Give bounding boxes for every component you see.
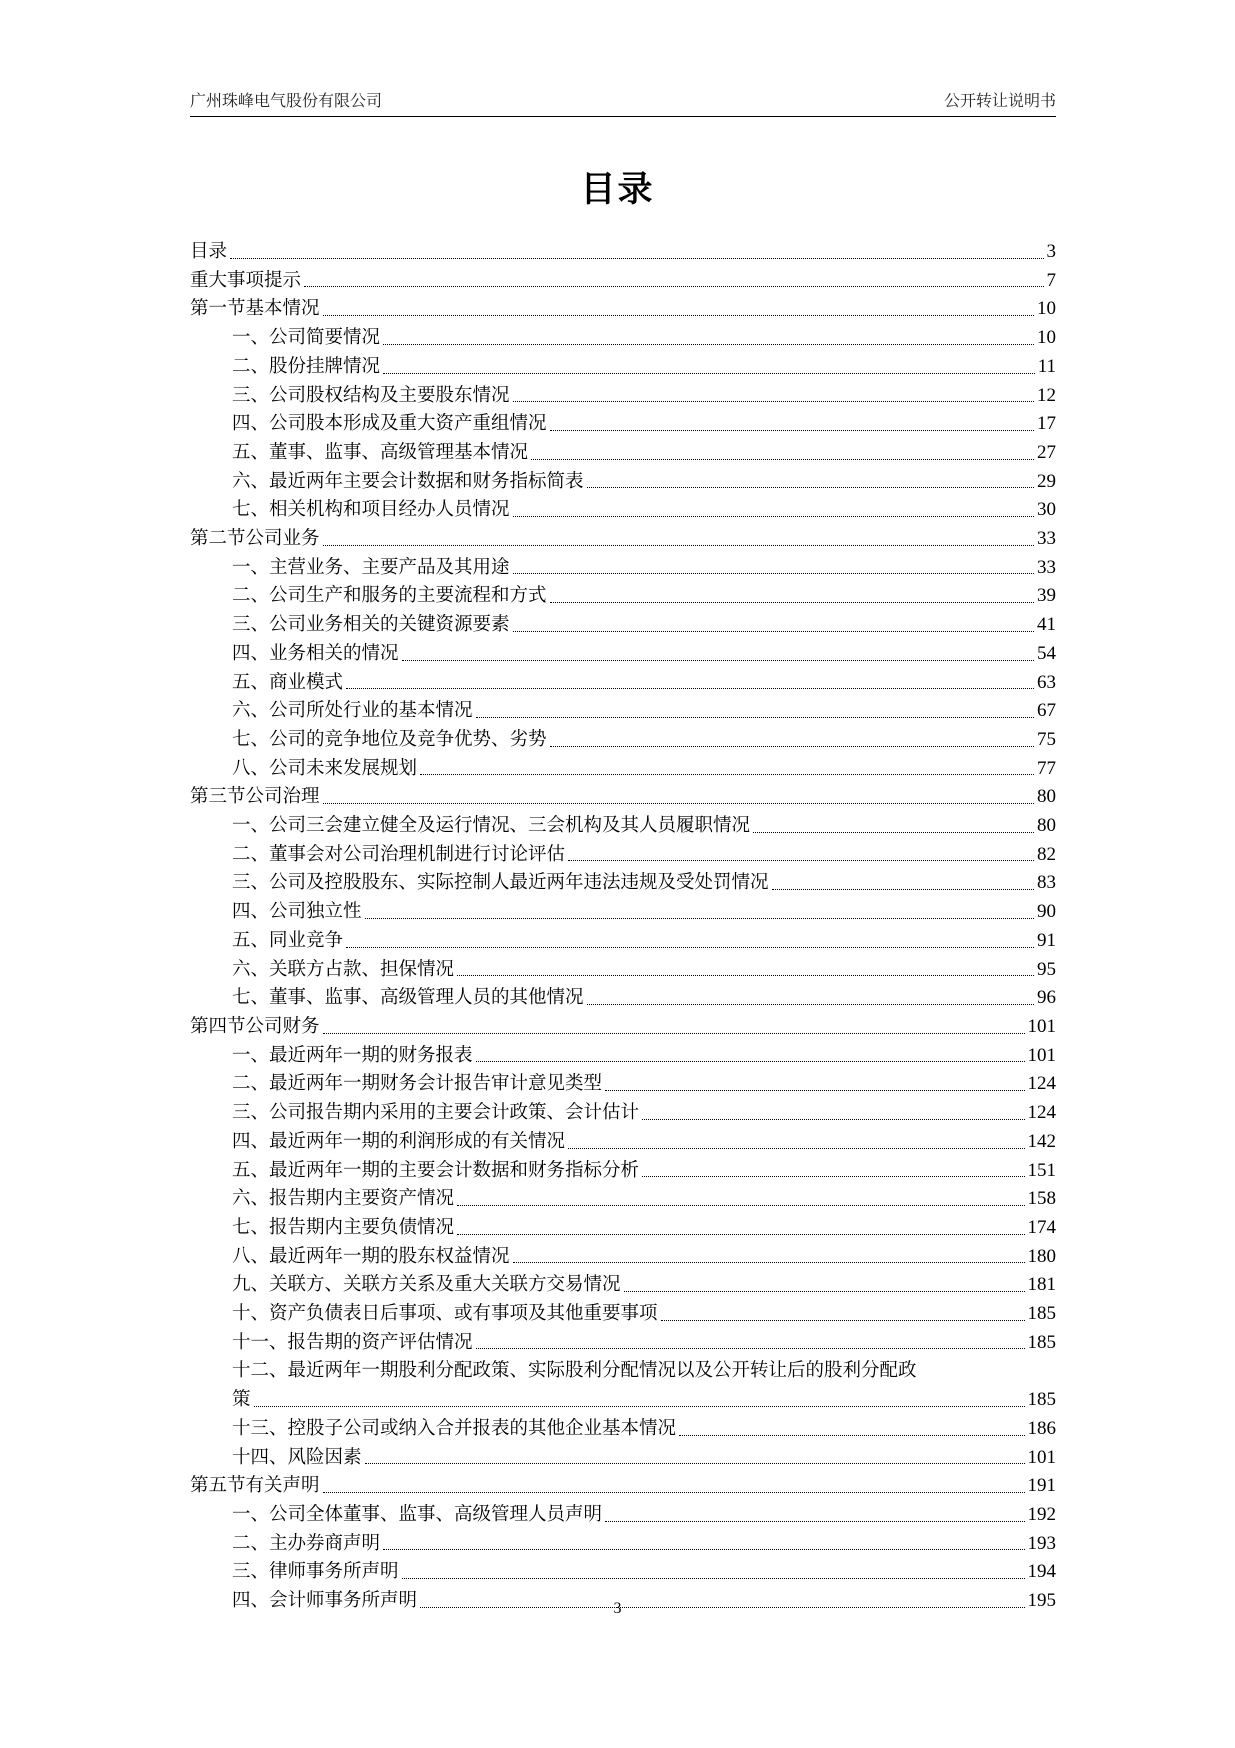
toc-subsection-entry[interactable] — [190, 439, 1056, 468]
toc-entry-label: 十、资产负债表日后事项、或有事项及其他重要事项 — [232, 1303, 658, 1325]
toc-page-number: 186 — [1027, 1417, 1056, 1439]
toc-entry-label: 第四节公司财务 — [190, 1015, 320, 1037]
toc-subsection-entry[interactable] — [190, 812, 1056, 841]
toc-page-number: 124 — [1027, 1102, 1056, 1124]
toc-subsection-entry[interactable] — [190, 669, 1056, 698]
toc-subsection-entry[interactable] — [190, 1329, 1056, 1358]
page-title: 目录 — [580, 170, 655, 210]
toc-subsection-entry[interactable] — [190, 1386, 1056, 1415]
toc-dot-leader — [383, 324, 1034, 353]
toc-entry-label: 四、公司独立性 — [232, 901, 362, 923]
toc-entry-label: 第二节公司业务 — [190, 528, 320, 550]
toc-page-number: 158 — [1027, 1188, 1056, 1210]
toc-page-number: 180 — [1027, 1245, 1056, 1267]
toc-entry-label: 八、最近两年一期的股东权益情况 — [232, 1245, 510, 1267]
toc-entry-label: 目录 — [190, 241, 228, 262]
toc-section-entry[interactable] — [190, 525, 1056, 554]
toc-page-number: 83 — [1037, 872, 1056, 894]
toc-dot-leader — [346, 669, 1034, 698]
toc-page-number: 80 — [1037, 815, 1056, 837]
toc-dot-leader — [605, 1501, 1024, 1530]
toc-entry-label: 三、公司股权结构及主要股东情况 — [232, 384, 510, 406]
toc-entry-label: 八、公司未来发展规划 — [232, 757, 418, 779]
toc-page-number: 33 — [1037, 556, 1056, 578]
toc-dot-leader — [323, 783, 1034, 812]
toc-entry-label: 一、公司简要情况 — [232, 327, 381, 349]
toc-subsection-entry[interactable] — [190, 1185, 1056, 1214]
toc-dot-leader — [383, 1530, 1024, 1559]
toc-dot-leader — [323, 1013, 1025, 1042]
toc-dot-leader — [550, 726, 1034, 755]
toc-dot-leader — [402, 640, 1034, 669]
toc-subsection-entry[interactable] — [190, 697, 1056, 726]
toc-page-number: 17 — [1037, 413, 1056, 435]
toc-page-number: 63 — [1037, 671, 1056, 693]
toc-section-entry[interactable] — [190, 1013, 1056, 1042]
toc-subsection-entry[interactable] — [190, 1300, 1056, 1329]
toc-dot-leader — [550, 410, 1034, 439]
header-company: 广州珠峰电气股份有限公司 — [190, 91, 383, 110]
toc-page-number: 142 — [1027, 1130, 1056, 1152]
toc-subsection-entry[interactable] — [190, 353, 1056, 382]
toc-page-number: 185 — [1027, 1389, 1056, 1411]
toc-page-number: 90 — [1037, 901, 1056, 923]
toc-dot-leader — [550, 582, 1034, 611]
toc-dot-leader — [420, 755, 1034, 784]
toc-page-number: 101 — [1027, 1044, 1056, 1066]
toc-subsection-entry[interactable] — [190, 410, 1056, 439]
toc-page-number: 185 — [1027, 1303, 1056, 1325]
toc-entry-label: 二、最近两年一期财务会计报告审计意见类型 — [232, 1073, 603, 1095]
toc-subsection-entry[interactable] — [190, 1070, 1056, 1099]
toc-subsection-entry[interactable] — [190, 324, 1056, 353]
toc-section-entry[interactable] — [190, 238, 1056, 267]
toc-subsection-entry[interactable] — [190, 1271, 1056, 1300]
toc-page-number: 185 — [1027, 1331, 1056, 1353]
toc-entry-label: 一、公司三会建立健全及运行情况、三会机构及其人员履职情况 — [232, 815, 751, 837]
toc-entry-label: 第五节有关声明 — [190, 1475, 320, 1497]
toc-dot-leader — [587, 468, 1034, 497]
page-number: 3 — [613, 1600, 622, 1617]
toc-page-number: 7 — [1046, 269, 1056, 291]
toc-dot-leader — [476, 697, 1034, 726]
toc-entry-label: 九、关联方、关联方关系及重大关联方交易情况 — [232, 1274, 621, 1296]
toc-page-number: 54 — [1037, 642, 1056, 664]
toc-subsection-entry[interactable] — [190, 755, 1056, 784]
toc-page-number: 191 — [1027, 1475, 1056, 1497]
toc-dot-leader — [605, 1070, 1024, 1099]
toc-dot-leader — [772, 869, 1034, 898]
toc-entry-label: 三、公司及控股股东、实际控制人最近两年违法违规及受处罚情况 — [232, 872, 769, 894]
toc-page-number: 11 — [1037, 355, 1056, 377]
toc-entry-label: 二、股份挂牌情况 — [232, 355, 381, 377]
toc-page-number: 192 — [1027, 1503, 1056, 1525]
toc-entry-label: 六、公司所处行业的基本情况 — [232, 700, 473, 722]
toc-page-number: 10 — [1037, 298, 1056, 320]
toc-entry-label: 四、会计师事务所声明 — [232, 1590, 418, 1612]
toc-entry-label: 一、公司全体董事、监事、高级管理人员声明 — [232, 1503, 603, 1525]
toc-subsection-entry[interactable] — [190, 1558, 1056, 1587]
toc-entry-label: 七、相关机构和项目经办人员情况 — [232, 499, 510, 521]
toc-entry-label: 七、公司的竞争地位及竞争优势、劣势 — [232, 728, 547, 750]
toc-page-number: 96 — [1037, 987, 1056, 1009]
toc-dot-leader — [568, 1128, 1024, 1157]
toc-dot-leader — [513, 382, 1034, 411]
toc-subsection-entry[interactable] — [190, 726, 1056, 755]
toc-page-number: 101 — [1027, 1015, 1056, 1037]
toc-entry-label: 一、主营业务、主要产品及其用途 — [232, 556, 510, 578]
toc-page-number: 194 — [1027, 1561, 1056, 1583]
toc-page-number: 33 — [1037, 528, 1056, 550]
toc-subsection-entry[interactable] — [190, 869, 1056, 898]
toc-dot-leader — [457, 1185, 1024, 1214]
toc-entry-label: 十四、风险因素 — [232, 1446, 362, 1468]
toc-dot-leader — [365, 1444, 1025, 1473]
toc-subsection-entry[interactable] — [190, 927, 1056, 956]
toc-entry-label: 二、董事会对公司治理机制进行讨论评估 — [232, 843, 566, 865]
toc-subsection-entry[interactable] — [190, 1444, 1056, 1473]
toc-page-number: 12 — [1037, 384, 1056, 406]
table-of-contents — [190, 238, 1056, 1616]
toc-dot-leader — [513, 611, 1034, 640]
toc-subsection-entry[interactable] — [190, 496, 1056, 525]
toc-page-number: 67 — [1037, 700, 1056, 722]
toc-page-number: 193 — [1027, 1532, 1056, 1554]
toc-entry-label: 三、公司业务相关的关键资源要素 — [232, 614, 510, 636]
toc-entry-label: 六、报告期内主要资产情况 — [232, 1188, 455, 1210]
toc-entry-label: 十一、报告期的资产评估情况 — [232, 1331, 473, 1353]
toc-page-number: 75 — [1037, 728, 1056, 750]
toc-dot-leader — [323, 1472, 1025, 1501]
toc-section-entry[interactable] — [190, 267, 1056, 296]
toc-dot-leader — [230, 238, 1043, 267]
toc-page-number: 77 — [1037, 757, 1056, 779]
toc-subsection-entry[interactable] — [190, 1243, 1056, 1272]
toc-dot-leader — [402, 1558, 1025, 1587]
toc-page-number: 91 — [1037, 929, 1056, 951]
toc-page-number: 181 — [1027, 1274, 1056, 1296]
toc-entry-wrapped-line[interactable]: 十二、最近两年一期股利分配政策、实际股利分配情况以及公开转让后的股利分配政 — [232, 1360, 917, 1382]
toc-dot-leader — [513, 554, 1034, 583]
toc-entry-label: 策 — [232, 1389, 251, 1411]
toc-entry-label: 四、业务相关的情况 — [232, 642, 399, 664]
toc-subsection-entry[interactable] — [190, 1157, 1056, 1186]
toc-page-number: 82 — [1037, 843, 1056, 865]
toc-entry-label: 五、董事、监事、高级管理基本情况 — [232, 441, 529, 463]
toc-dot-leader — [323, 295, 1034, 324]
toc-subsection-entry[interactable] — [190, 956, 1056, 985]
header-document-title: 公开转让说明书 — [943, 91, 1056, 110]
toc-dot-leader — [476, 1042, 1025, 1071]
toc-dot-leader — [642, 1099, 1024, 1128]
toc-dot-leader — [457, 1214, 1024, 1243]
toc-dot-leader — [513, 496, 1034, 525]
toc-dot-leader — [624, 1271, 1025, 1300]
toc-page-number: 151 — [1027, 1159, 1056, 1181]
toc-section-entry[interactable] — [190, 783, 1056, 812]
toc-entry-label: 五、同业竞争 — [232, 929, 344, 951]
toc-subsection-entry[interactable] — [190, 554, 1056, 583]
toc-dot-leader — [323, 525, 1034, 554]
toc-dot-leader — [531, 439, 1034, 468]
toc-entry-label: 五、商业模式 — [232, 671, 344, 693]
toc-dot-leader — [661, 1300, 1025, 1329]
toc-subsection-entry[interactable] — [190, 841, 1056, 870]
toc-section-entry[interactable] — [190, 295, 1056, 324]
toc-subsection-entry[interactable] — [190, 611, 1056, 640]
toc-page-number: 10 — [1037, 327, 1056, 349]
toc-page-number: 3 — [1046, 241, 1056, 262]
toc-subsection-entry[interactable] — [190, 1042, 1056, 1071]
toc-subsection-entry[interactable] — [190, 984, 1056, 1013]
toc-page-number: 30 — [1037, 499, 1056, 521]
toc-subsection-entry[interactable] — [190, 640, 1056, 669]
toc-subsection-entry[interactable] — [190, 1415, 1056, 1444]
toc-entry-label: 七、董事、监事、高级管理人员的其他情况 — [232, 987, 584, 1009]
toc-dot-leader — [304, 267, 1043, 296]
toc-entry-label: 重大事项提示 — [190, 269, 302, 291]
toc-entry-label: 七、报告期内主要负债情况 — [232, 1216, 455, 1238]
toc-dot-leader — [513, 1243, 1025, 1272]
toc-page-number: 80 — [1037, 786, 1056, 808]
toc-page-number: 124 — [1027, 1073, 1056, 1095]
toc-entry-label: 六、关联方占款、担保情况 — [232, 958, 455, 980]
toc-subsection-entry[interactable] — [190, 382, 1056, 411]
toc-subsection-entry[interactable] — [190, 1128, 1056, 1157]
toc-page-number: 41 — [1037, 614, 1056, 636]
toc-entry-label: 五、最近两年一期的主要会计数据和财务指标分析 — [232, 1159, 640, 1181]
toc-entry-label: 一、最近两年一期的财务报表 — [232, 1044, 473, 1066]
toc-page-number: 39 — [1037, 585, 1056, 607]
toc-page-number: 195 — [1027, 1590, 1056, 1612]
page-header — [190, 86, 1056, 117]
toc-dot-leader — [587, 984, 1034, 1013]
toc-entry-label: 四、公司股本形成及重大资产重组情况 — [232, 413, 547, 435]
toc-page-number: 95 — [1037, 958, 1056, 980]
toc-dot-leader — [346, 927, 1034, 956]
toc-subsection-entry[interactable] — [190, 468, 1056, 497]
toc-page-number: 101 — [1027, 1446, 1056, 1468]
toc-subsection-entry[interactable] — [190, 898, 1056, 927]
toc-page-number: 27 — [1037, 441, 1056, 463]
toc-entry-label: 六、最近两年主要会计数据和财务指标简表 — [232, 470, 584, 492]
toc-dot-leader — [642, 1157, 1024, 1186]
toc-entry-label: 二、主办券商声明 — [232, 1532, 381, 1554]
toc-dot-leader — [365, 898, 1034, 927]
toc-subsection-entry[interactable] — [190, 1214, 1056, 1243]
toc-dot-leader — [476, 1329, 1025, 1358]
toc-subsection-entry[interactable] — [190, 1530, 1056, 1559]
toc-dot-leader — [753, 812, 1034, 841]
toc-subsection-entry[interactable] — [190, 582, 1056, 611]
toc-entry-label: 十三、控股子公司或纳入合并报表的其他企业基本情况 — [232, 1417, 677, 1439]
toc-entry-label: 三、公司报告期内采用的主要会计政策、会计估计 — [232, 1102, 640, 1124]
toc-page-number: 29 — [1037, 470, 1056, 492]
toc-entry-label: 三、律师事务所声明 — [232, 1561, 399, 1583]
toc-entry-label: 第一节基本情况 — [190, 298, 320, 320]
toc-entry-label: 四、最近两年一期的利润形成的有关情况 — [232, 1130, 566, 1152]
toc-dot-leader — [457, 956, 1034, 985]
toc-dot-leader — [383, 353, 1035, 382]
toc-dot-leader — [679, 1415, 1024, 1444]
toc-page-number: 174 — [1027, 1216, 1056, 1238]
toc-dot-leader — [568, 841, 1034, 870]
toc-entry-label: 二、公司生产和服务的主要流程和方式 — [232, 585, 547, 607]
toc-subsection-entry[interactable] — [190, 1501, 1056, 1530]
toc-subsection-entry[interactable] — [190, 1099, 1056, 1128]
toc-section-entry[interactable] — [190, 1472, 1056, 1501]
toc-entry-label: 第三节公司治理 — [190, 786, 320, 808]
toc-dot-leader — [254, 1386, 1025, 1415]
